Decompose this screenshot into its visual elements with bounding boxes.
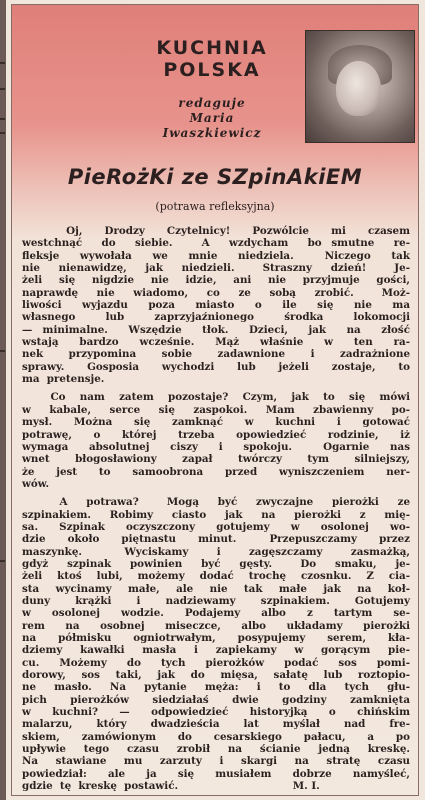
article-line: nie nienawidzę, jak niedzieli. Straszny dzień! Je- <box>22 262 410 275</box>
article-line: dziemy kawałki masła i zapiekamy w gorącym pie- <box>22 644 410 657</box>
article-line: wnet błogosławiony zapał twórczy tym silniejszy, <box>22 453 410 466</box>
article-line: malarzu, który dwadzieścia lat myślał nad fre- <box>22 718 410 731</box>
article-line: potrawę, o której trzeba opowiedzieć rodzinie, iż <box>22 428 410 441</box>
article-line: nek przypomina sobie zadawnione i zadrażnione <box>22 348 410 361</box>
editor-portrait <box>305 30 415 143</box>
article-line: gdzie tę kreskę postawić. M. I. <box>22 780 320 793</box>
column-masthead <box>12 5 418 155</box>
article-line: że jest to samoobrona przed wyniszczeniem ner- <box>22 465 410 478</box>
article-line: w kuchni? — odpowiedzieć historyjką o chińskim <box>22 706 410 719</box>
article-line: powiedział: ale ja się musiałem dobrze namyśleć, <box>22 767 410 780</box>
gutter-mark <box>0 88 5 90</box>
article-line: liwości wyjazdu poza miasto o ile się nie ma <box>22 299 410 312</box>
newspaper-column <box>11 4 419 796</box>
article-line: szpinakiem. Robimy ciasto jak na pierożki z mię- <box>22 508 410 521</box>
article-subtitle: (potrawa refleksyjna) <box>155 200 275 213</box>
article-line: naprawdę nie wiadomo, co ze sobą zrobić. Moż- <box>22 286 410 299</box>
article-paragraph <box>22 225 410 385</box>
article-line: na półmisku ogniotrwałym, posypujemy serem, kła- <box>22 632 410 644</box>
article-line: rem na osobnej miseczce, albo układamy pierożki <box>22 619 410 632</box>
article-line: wstają bardzo wcześnie. Mąż właśnie w ten ra- <box>22 336 410 349</box>
editor-credit-line-2: Maria <box>189 111 235 125</box>
article-paragraph <box>22 391 410 490</box>
article-line: mysł. Można się zamknąć w kuchni i gotować <box>22 416 410 429</box>
article-line: sta wycinamy małe, ale nie tak małe jak na koł- <box>22 582 410 595</box>
editor-credit-line-3: Iwaszkiewicz <box>162 126 262 140</box>
article-line: — minimalne. Wszędzie tłok. Dzieci, jak na złość <box>22 323 410 336</box>
article-line: Na stawiane mu zarzuty i skargi na stratę czasu <box>22 755 410 768</box>
article-line: żeli się nigdzie nie idzie, ani nie przyjmuje gości, <box>22 274 410 287</box>
gutter-mark <box>0 62 5 64</box>
article-line: ne masło. Na pytanie męża: i to dla tych głu- <box>22 681 410 694</box>
article-line: gdyż szpinak powinien być gęsty. Do smaku, je- <box>22 557 410 570</box>
gutter-mark <box>0 560 5 562</box>
editor-credit <box>132 96 292 141</box>
editor-credit-line-1: redaguje <box>178 96 246 110</box>
article-line: w osolonej wodzie. Podajemy albo z tartym se- <box>22 607 410 620</box>
article-line: duny krążki i nadziewamy szpinakiem. Gotujemy <box>22 594 410 607</box>
gutter-mark <box>0 132 5 134</box>
article-line: cu. Możemy do tych pierożków podać sos pomi- <box>22 656 410 669</box>
gutter-mark <box>0 350 5 352</box>
article-line: westchnąć do siebie. A wzdycham bo smutne re- <box>22 237 410 250</box>
article-body <box>22 225 410 798</box>
gutter-mark <box>0 118 5 120</box>
article-line: wów. <box>22 477 50 490</box>
article-line: sprawy. Gosposia wychodzi lub jeżeli zostaje, to <box>22 360 410 373</box>
article-line: w kabale, serce się zaspokoi. Mam zbawienny po- <box>22 403 410 416</box>
article-line: A potrawa? Mogą być zwyczajne pierożki ze <box>22 496 410 509</box>
article-line: wymaga absolutnej ciszy i spokoju. Ogarnie nas <box>22 440 410 453</box>
section-title-line-2: POLSKA <box>163 59 261 81</box>
portrait-face <box>336 61 381 116</box>
article-line: maszynkę. Wyciskamy i zagęszczamy zasmażką, <box>22 545 410 558</box>
article-line: skiem, zamówionym do cesarskiego pałacu, a po <box>22 730 410 743</box>
article-line: Oj, Drodzy Czytelnicy! Pozwólcie mi czasem <box>22 225 410 237</box>
article-line: dzie około piętnastu minut. Przepuszczamy przez <box>22 533 410 546</box>
article-line: ma pretensje. <box>22 373 105 386</box>
section-title-line-1: KUCHNIA <box>156 37 268 59</box>
article-line: Co nam zatem pozostaje? Czym, jak to się mówi <box>22 391 410 404</box>
article-paragraph <box>22 496 410 792</box>
article-line: pich pierożków siedziałaś dwie godziny zamknięta <box>22 693 410 706</box>
article-line: dorowy, sos taki, jak do mięsa, sałatę lub roztopio- <box>22 669 410 682</box>
article-line: własnego lub zaprzyjaźnionego środka lokomocji <box>22 311 410 324</box>
article-line: żeli ktoś lubi, możemy dodać trochę czosnku. Z cia- <box>22 570 410 583</box>
section-title <box>137 37 287 81</box>
article-line: sa. Szpinak oczyszczony gotujemy w osolonej wo- <box>22 520 410 533</box>
article-title: PieRożKi ze SZpinAkiEM <box>67 165 363 189</box>
article-line: upływie tego czasu zrobił na ścianie jedną kreskę. <box>22 743 410 756</box>
article-line: fleksje wywołała we mnie niedziela. Niczego tak <box>22 249 410 262</box>
page-gutter <box>0 0 6 800</box>
